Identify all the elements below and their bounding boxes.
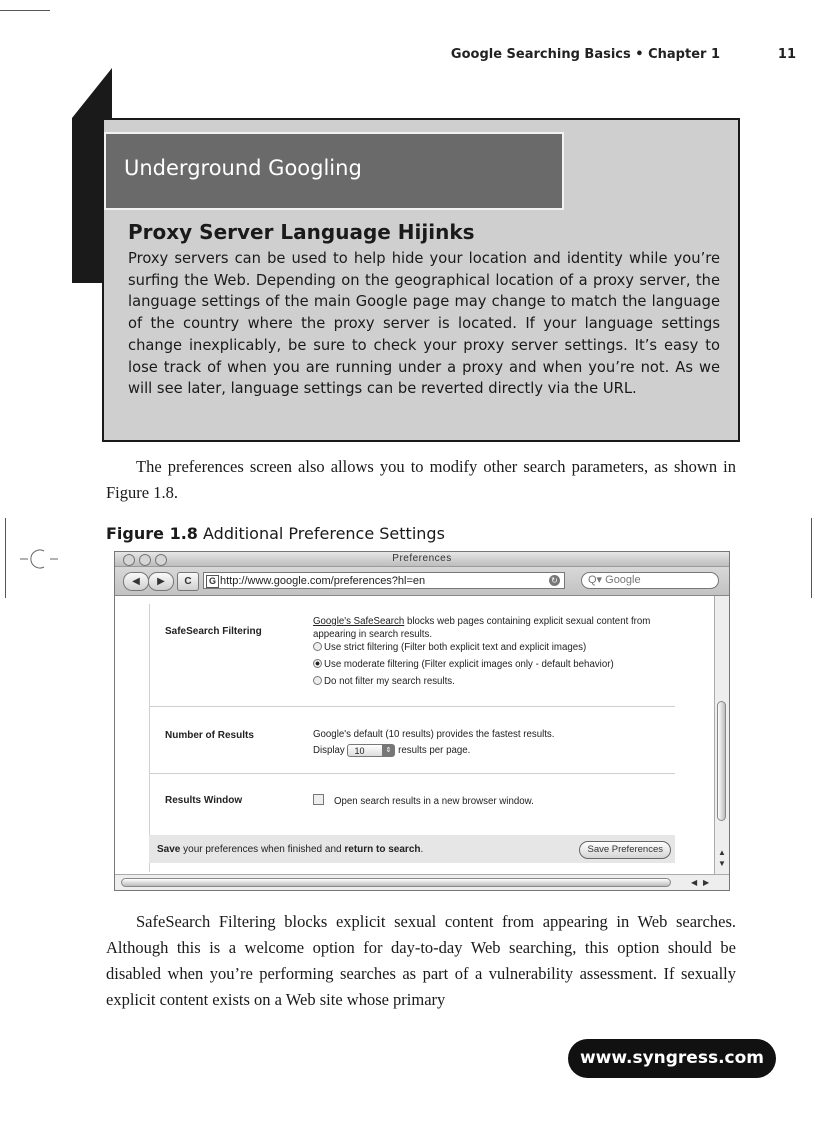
select-arrows-icon: ⇕ <box>382 745 394 756</box>
safesearch-link[interactable]: Google's SafeSearch <box>313 616 405 627</box>
number-of-results-label: Number of Results <box>165 730 254 741</box>
running-header: Google Searching Basics • Chapter 1 <box>450 47 720 62</box>
new-window-option-label: Open search results in a new browser window. <box>334 796 534 807</box>
url-text: http://www.google.com/preferences?hl=en <box>220 575 426 587</box>
radio-moderate-selected-icon[interactable] <box>313 659 322 668</box>
figure-title: Additional Preference Settings <box>203 524 445 543</box>
radio-off-icon[interactable] <box>313 676 322 685</box>
scroll-left-icon[interactable]: ◀ <box>691 878 698 887</box>
figure-number: Figure 1.8 <box>106 524 198 543</box>
sidebar-body: Proxy servers can be used to help hide your location and identity while you’re surfing the Web. Depending on the geographical location of a proxy server, the language settings of the main Google page may change to match the language of the country where the proxy server is located. If your language settings change inexplicably, be sure to check your proxy server settings. It’s easy to lose track of when you are running under a proxy and when you’re not. As we will see later, language settings can be reverted directly via the URL. <box>128 250 720 398</box>
results-count-value: 10 <box>354 746 365 756</box>
sidebar-banner <box>104 132 564 210</box>
figure-caption <box>106 524 445 543</box>
section-divider <box>149 706 675 707</box>
refresh-icon[interactable]: ↻ <box>549 575 560 586</box>
vertical-scrollbar[interactable] <box>714 596 729 874</box>
new-window-option[interactable] <box>313 794 534 809</box>
scroll-down-icon[interactable]: ▼ <box>718 859 726 868</box>
safesearch-option-strict[interactable] <box>313 642 586 655</box>
preferences-content <box>115 596 713 874</box>
body-paragraph-2: SafeSearch Filtering blocks explicit sexual content from appearing in Web searches. Although this is a welcome option for day-to-day Web searching, this option should be disabled when you’re performing searches as part of a vulnerability assessment. If sexually explicit content exists on a Web site whose primary <box>106 912 736 1009</box>
page-number: 11 <box>777 47 796 62</box>
safesearch-option-off-label: Do not filter my search results. <box>324 676 455 687</box>
crop-mark-left <box>5 518 6 598</box>
save-middle-text: your preferences when finished and <box>180 844 345 855</box>
back-button[interactable]: ◀ <box>123 572 149 591</box>
safesearch-option-moderate-label: Use moderate filtering (Filter explicit images only - default behavior) <box>324 659 614 670</box>
sidebar-banner-text: Underground Googling <box>124 156 362 180</box>
body-paragraph-1: The preferences screen also allows you to modify other search parameters, as shown in Figure 1.8. <box>106 457 736 502</box>
return-to-search-text: return to search <box>344 844 421 855</box>
vertical-scroll-thumb[interactable] <box>717 701 726 821</box>
display-prefix: Display <box>313 745 345 757</box>
save-end-text: . <box>420 844 424 855</box>
safesearch-intro: blocks web pages containing explicit sexual content from appearing in search results. <box>313 616 651 640</box>
crop-mark-right <box>811 518 812 598</box>
new-window-checkbox[interactable] <box>313 794 324 805</box>
reload-button[interactable]: C <box>177 572 199 591</box>
title-bar <box>115 552 729 567</box>
browser-window <box>114 551 730 891</box>
safesearch-option-moderate[interactable] <box>313 659 614 672</box>
section-divider <box>149 773 675 774</box>
save-word: Save <box>157 844 181 855</box>
horizontal-scroll-thumb[interactable] <box>121 878 671 887</box>
radio-strict-icon[interactable] <box>313 642 322 651</box>
results-per-page-row <box>313 744 470 758</box>
results-window-label: Results Window <box>165 795 243 806</box>
save-instructions <box>157 844 423 855</box>
forward-button[interactable]: ▶ <box>148 572 174 591</box>
sidebar-title: Proxy Server Language Hijinks <box>128 220 475 244</box>
address-bar[interactable] <box>203 572 565 589</box>
save-preferences-button[interactable]: Save Preferences <box>579 841 671 859</box>
registration-mark <box>20 548 60 570</box>
safesearch-label: SafeSearch Filtering <box>165 626 262 637</box>
scroll-up-icon[interactable]: ▲ <box>718 848 726 857</box>
browser-toolbar <box>115 567 729 596</box>
safesearch-option-strict-label: Use strict filtering (Filter both explicit text and explicit images) <box>324 642 587 653</box>
safesearch-description <box>313 616 683 641</box>
window-title: Preferences <box>392 553 452 564</box>
scroll-right-icon[interactable]: ▶ <box>703 878 710 887</box>
save-preferences-bar <box>149 835 675 863</box>
number-of-results-description: Google's default (10 results) provides the fastest results. <box>313 729 555 740</box>
google-favicon-icon: G <box>206 575 219 588</box>
horizontal-scrollbar[interactable] <box>115 874 729 890</box>
display-suffix: results per page. <box>398 745 471 757</box>
results-count-select[interactable] <box>347 744 395 757</box>
safesearch-option-off[interactable] <box>313 676 455 689</box>
footer-website-badge: www.syngress.com <box>568 1039 776 1078</box>
search-input[interactable]: Q▾ Google <box>581 572 719 589</box>
crop-mark-top <box>0 10 50 11</box>
sidebar-box <box>102 118 740 442</box>
